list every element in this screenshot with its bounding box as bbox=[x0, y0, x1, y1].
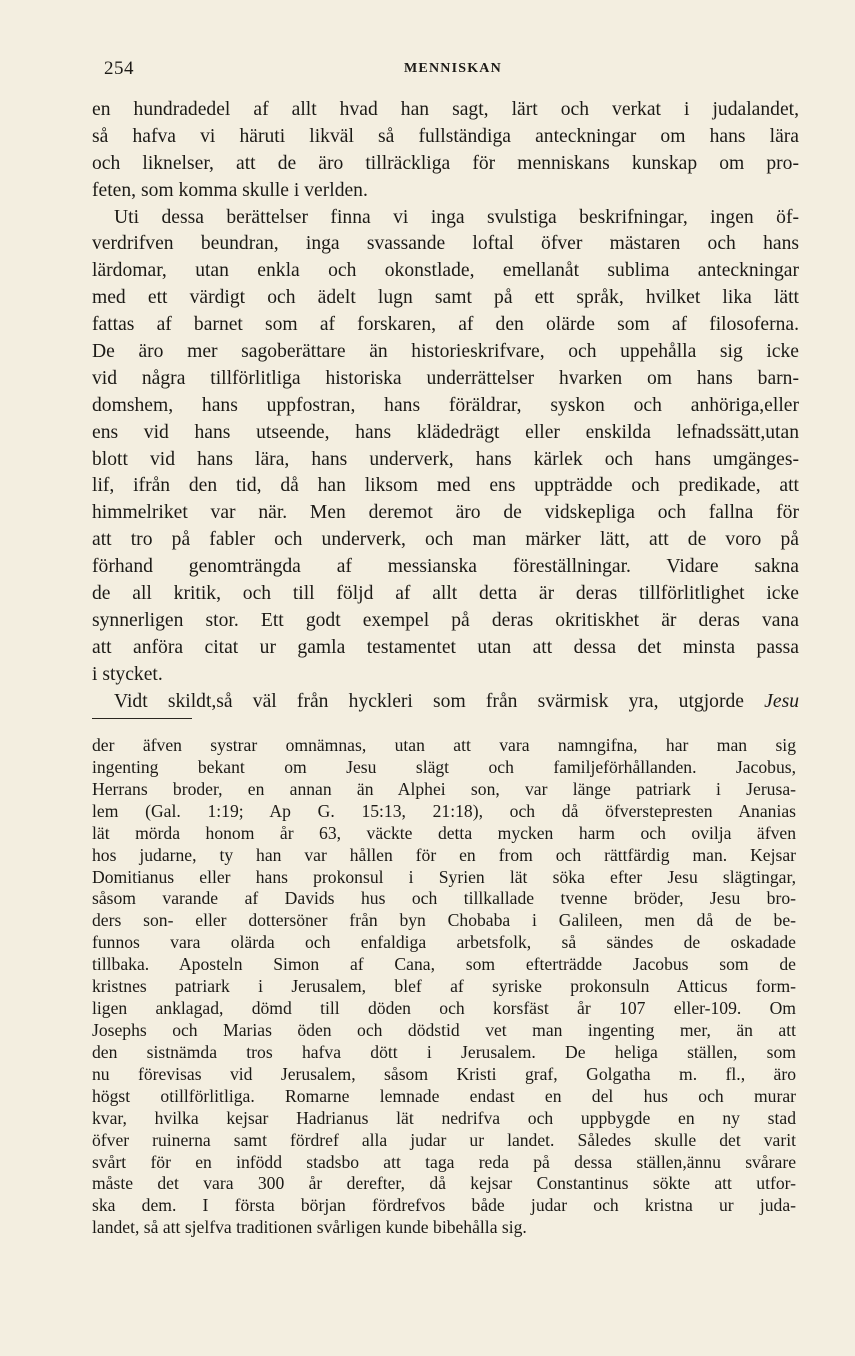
text-line: himmelriket var när. Men deremot äro de vidskepliga och fallna för bbox=[92, 502, 799, 524]
text-line: vid några tillförlitliga historiska underrättelser hvarken om hans barn- bbox=[92, 367, 799, 389]
text-line: så hafva vi häruti likväl så fullständiga anteckningar om hans lära bbox=[92, 125, 799, 147]
text-line: förhand genomträngda af messianska föreställningar. Vidare sakna bbox=[92, 556, 799, 578]
footnote-line: nu förevisas vid Jerusalem, såsom Kristi graf, Golgatha m. fl., äro bbox=[92, 1063, 796, 1084]
footnote-line: Domitianus eller hans prokonsul i Syrien lät söka efter Jesu slägtingar, bbox=[92, 866, 796, 887]
text-line: lif, ifrån den tid, då han liksom med ens uppträdde och predikade, att bbox=[92, 475, 799, 497]
footnote-line: måste det vara 300 år derefter, då kejsar Constantinus sökte att utfor- bbox=[92, 1173, 796, 1194]
footnote-line: den sistnämda tros hafva dött i Jerusalem. De heliga ställen, som bbox=[92, 1041, 796, 1062]
text-line: med ett värdigt och ädelt lugn samt på ett språk, hvilket lika lätt bbox=[92, 287, 799, 309]
text-line-with-italic bbox=[92, 689, 799, 716]
footnote-line: svårt för en infödd stadsbo att taga reda på dessa ställen,ännu svårare bbox=[92, 1151, 796, 1172]
footnote-line: kvar, hvilka kejsar Hadrianus lät nedrifva och uppbygde en ny stad bbox=[92, 1107, 796, 1128]
footnote-line: ders son- eller dottersöner från byn Chobaba i Galileen, men då de be- bbox=[92, 910, 796, 931]
text-line: de all kritik, och till följd af allt detta är deras tillförlitlighet icke bbox=[92, 583, 799, 605]
text-line-roman-part: Vidt skildt,så väl från hyckleri som från svärmisk yra, utgjorde bbox=[114, 690, 765, 712]
footnote-line: der äfven systrar omnämnas, utan att vara namngifna, har man sig bbox=[92, 735, 796, 755]
text-line: feten, som komma skulle i verlden. bbox=[92, 179, 368, 201]
footnote-line: ska dem. I första början fördrefvos både judar och kristna ur juda- bbox=[92, 1195, 796, 1216]
text-line: blott vid hans lära, hans underverk, hans kärlek och hans umgänges- bbox=[92, 448, 799, 470]
footnote-separator bbox=[92, 718, 192, 719]
footnote-line: hos judarne, ty han var hållen för en from och rättfärdig man. Kejsar bbox=[92, 844, 796, 865]
main-text bbox=[92, 97, 799, 715]
text-line: att anföra citat ur gamla testamentet utan att dessa det minsta passa bbox=[92, 636, 799, 658]
footnote-line: funnos vara olärda och enfaldiga arbetsfolk, så sändes de oskadade bbox=[92, 932, 796, 953]
text-line: ens vid hans utseende, hans klädedrägt eller enskilda lefnadssätt,utan bbox=[92, 421, 799, 443]
text-line: i stycket. bbox=[92, 663, 163, 685]
text-line-italic-part: Jesu bbox=[764, 690, 799, 712]
footnote-line: tillbaka. Aposteln Simon af Cana, som efterträdde Jacobus som de bbox=[92, 954, 796, 975]
running-head: MENNISKAN bbox=[404, 61, 502, 76]
text-line: De äro mer sagoberättare än historieskrifvare, och uppehålla sig icke bbox=[92, 341, 799, 363]
text-line: synnerligen stor. Ett godt exempel på deras okritiskhet är deras vana bbox=[92, 609, 799, 631]
footnote-line: öfver ruinerna samt fördref alla judar ur landet. Således skulle det varit bbox=[92, 1129, 796, 1150]
page-header bbox=[92, 58, 795, 86]
text-line: och liknelser, att de äro tillräckliga för menniskans kunskap om pro- bbox=[92, 152, 799, 174]
footnote-line: kristnes patriark i Jerusalem, blef af syriske prokonsuln Atticus form- bbox=[92, 976, 796, 997]
footnote-line: Herrans broder, en annan än Alphei son, var länge patriark i Jerusa- bbox=[92, 778, 796, 799]
footnote-line: ligen anklagad, dömd till döden och korsfäst år 107 eller-109. Om bbox=[92, 998, 796, 1019]
page-number: 254 bbox=[104, 58, 134, 79]
footnote bbox=[92, 735, 796, 1239]
text-line: domshem, hans uppfostran, hans föräldrar, syskon och anhöriga,eller bbox=[92, 394, 799, 416]
footnote-line: såsom varande af Davids hus och tillkallade tvenne bröder, Jesu bro- bbox=[92, 888, 796, 909]
footnote-line: landet, så att sjelfva traditionen svårligen kunde bibehålla sig. bbox=[92, 1217, 527, 1238]
footnote-line: högst otillförlitliga. Romarne lemnade endast en del hus och murar bbox=[92, 1085, 796, 1106]
footnote-line: ingenting bekant om Jesu slägt och familjeförhållanden. Jacobus, bbox=[92, 756, 796, 777]
footnote-line: lem (Gal. 1:19; Ap G. 15:13, 21:18), och då öfverstepresten Ananias bbox=[92, 800, 796, 821]
text-line: en hundradedel af allt hvad han sagt, lärt och verkat i judalandet, bbox=[92, 99, 799, 120]
text-line: Uti dessa berättelser finna vi inga svulstiga beskrifningar, ingen öf- bbox=[114, 206, 799, 228]
footnote-line: Josephs och Marias öden och dödstid vet man ingenting mer, än att bbox=[92, 1019, 796, 1040]
text-line: att tro på fabler och underverk, och man märker lätt, att de voro på bbox=[92, 529, 799, 551]
footnote-line: lät mörda honom år 63, väckte detta mycken harm och ovilja äfven bbox=[92, 822, 796, 843]
text-line: lärdomar, utan enkla och okonstlade, emellanåt sublima anteckningar bbox=[92, 260, 799, 282]
text-line: fattas af barnet som af forskaren, af den olärde som af filosoferna. bbox=[92, 314, 799, 336]
text-line: verdrifven beundran, inga svassande loftal öfver mästaren och hans bbox=[92, 233, 799, 255]
